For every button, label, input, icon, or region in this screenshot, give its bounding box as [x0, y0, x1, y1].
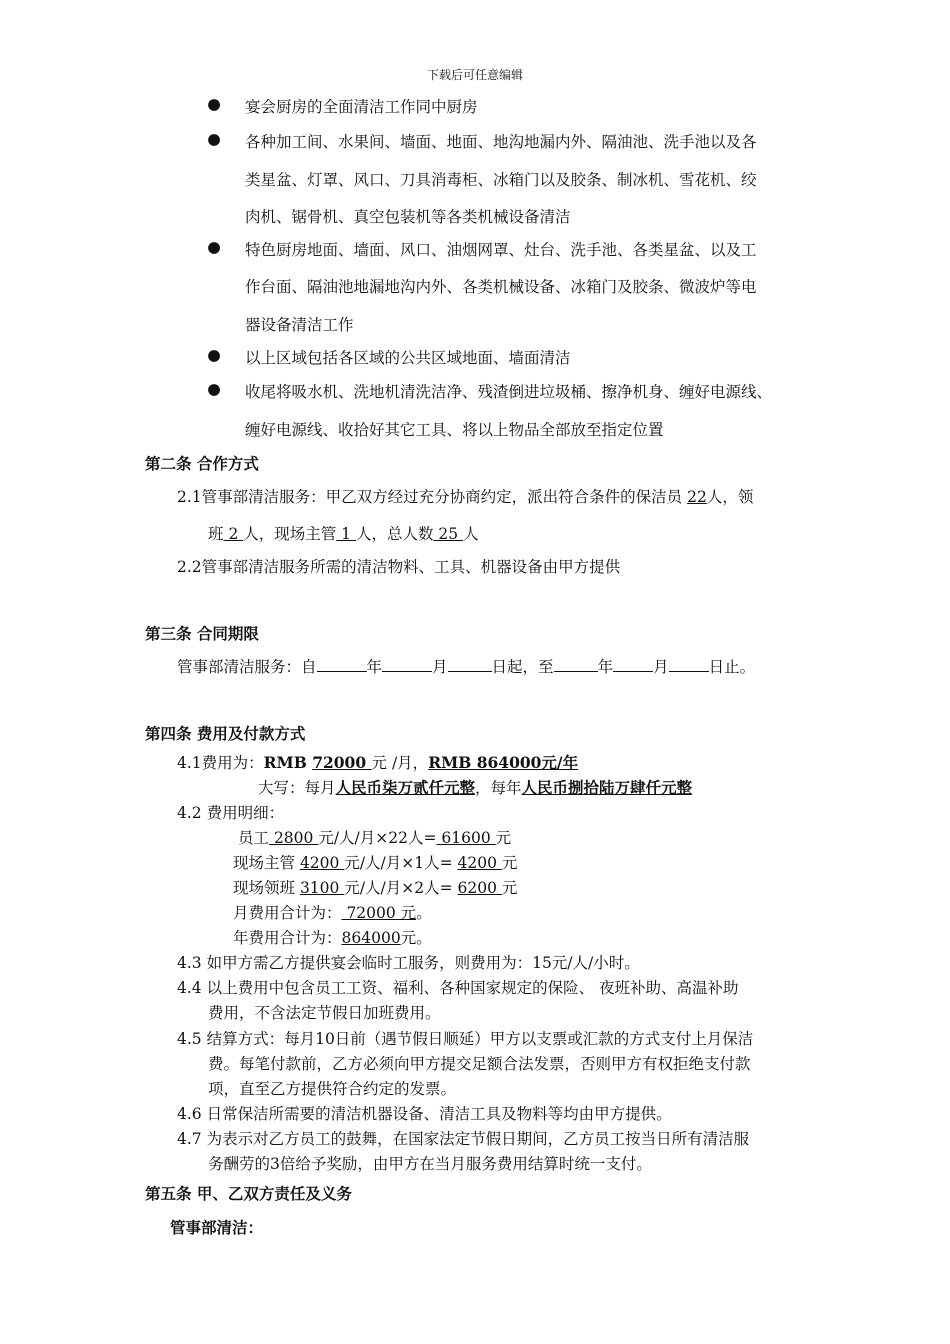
fee-row-annual-total — [233, 926, 432, 948]
bullet-dot: ● — [207, 130, 221, 148]
fee-label: 现场主管 — [233, 854, 300, 872]
total-count: 25 — [433, 525, 464, 543]
currency: RMB — [263, 753, 313, 772]
cleaner-count: 22 — [687, 488, 707, 506]
clause-text: 2.1管事部清洁服务：甲乙双方经过充分协商约定，派出符合条件的保洁员 — [177, 488, 683, 506]
clause-4-2: 4.2 费用明细： — [177, 804, 285, 822]
clause-text: ，每年 — [475, 779, 522, 797]
clause-4-5-cont: 费。每笔付款前，乙方必须向甲方提交足额合法发票，否则甲方有权拒绝支付款 — [208, 1055, 751, 1073]
clause-text: 班 — [208, 525, 224, 543]
period-text: 年 — [366, 658, 383, 676]
month-blank[interactable] — [382, 657, 432, 672]
bullet-text: 以上区域包括各区域的公共区域地面、墙面清洁 — [245, 349, 571, 367]
fee-unit: 2800 — [269, 829, 319, 847]
clause-text: 大写：每月 — [258, 779, 336, 797]
monthly-words: 人民币柒万贰仟元整 — [335, 778, 476, 797]
clause-4-6: 4.6 日常保洁所需要的清洁机器设备、清洁工具及物料等均由甲方提供。 — [177, 1105, 672, 1123]
page-header: 下载后可任意编辑 — [426, 68, 523, 82]
fee-calc: 元/人/月×1人= — [344, 854, 458, 872]
month-blank[interactable] — [613, 657, 653, 672]
clause-text: 4.1费用为： — [177, 754, 264, 772]
fee-label: 现场领班 — [233, 879, 300, 897]
fee-label: 月费用合计为： — [233, 904, 342, 922]
period-text: 管事部清洁服务：自 — [177, 658, 317, 676]
year-blank[interactable] — [554, 657, 598, 672]
day-blank[interactable] — [448, 657, 492, 672]
clause-4-7: 4.7 为表示对乙方员工的鼓舞，在国家法定节假日期间，乙方员工按当日所有清洁服 — [177, 1130, 750, 1148]
bullet-dot: ● — [207, 95, 221, 113]
bullet-text: 作台面、隔油池地漏地沟内外、各类机械设备、冰箱门及胶条、微波炉等电 — [245, 278, 757, 296]
clause-text: 人，总人数 — [355, 525, 434, 543]
annual-fee: RMB 864000元/年 — [428, 753, 579, 772]
bullet-text: 特色厨房地面、墙面、风口、油烟网罩、灶台、洗手池、各类星盆、以及工 — [245, 241, 757, 259]
bullet-text: 器设备清洁工作 — [245, 316, 354, 334]
fee-row-supervisor — [233, 851, 517, 873]
section-5-title: 第五条 甲、乙双方责任及义务 — [145, 1184, 352, 1203]
fee-text: 元。 — [400, 929, 432, 947]
fee-currency: 元 — [495, 829, 512, 847]
monthly-total: 72000 元 — [341, 904, 417, 922]
clause-text: 人 — [463, 525, 479, 543]
clause-4-5: 4.5 结算方式：每月10日前（遇节假日顺延）甲方以支票或汇款的方式支付上月保洁 — [177, 1030, 754, 1048]
annual-total: 864000 — [341, 929, 401, 947]
section-3-title: 第三条 合同期限 — [145, 624, 259, 643]
fee-row-monthly-total — [233, 901, 432, 923]
period-text: 月 — [432, 658, 448, 676]
bullet-text: 类星盆、灯罩、风口、刀具消毒柜、冰箱门以及胶条、制冰机、雪花机、绞 — [245, 171, 757, 189]
section-2-title: 第二条 合作方式 — [145, 454, 259, 473]
clause-2-1 — [177, 485, 753, 507]
fee-calc: 元/人/月×2人= — [344, 879, 458, 897]
period-text: 日起，至 — [491, 658, 554, 676]
fee-total: 61600 — [436, 829, 496, 847]
clause-2-2: 2.2管事部清洁服务所需的清洁物料、工具、机器设备由甲方提供 — [177, 558, 621, 576]
section-4-title: 第四条 费用及付款方式 — [145, 724, 306, 743]
clause-text: 人，领 — [706, 488, 754, 506]
bullet-dot: ● — [207, 238, 221, 256]
bullet-text: 宴会厨房的全面清洁工作同中厨房 — [245, 98, 478, 116]
fee-currency: 元 — [501, 879, 518, 897]
fee-unit: 4200 — [299, 854, 345, 872]
period-text: 月 — [653, 658, 669, 676]
fee-label: 年费用合计为： — [233, 929, 342, 947]
year-blank[interactable] — [317, 657, 367, 672]
clause-4-3: 4.3 如甲方需乙方提供宴会临时工服务，则费用为：15元/人/小时。 — [177, 954, 640, 972]
day-blank[interactable] — [669, 657, 709, 672]
clause-4-7-cont: 务酬劳的3倍给予奖励，由甲方在当月服务费用结算时统一支付。 — [208, 1155, 652, 1173]
fee-unit: 3100 — [299, 879, 345, 897]
monthly-fee: 72000 — [312, 753, 372, 772]
clause-text: 人，现场主管 — [243, 525, 337, 543]
bullet-dot: ● — [207, 380, 221, 398]
annual-words: 人民币捌拾陆万肆仟元整 — [521, 778, 693, 797]
fee-text: 。 — [416, 904, 432, 922]
fee-row-staff — [238, 826, 511, 848]
fee-row-leader — [233, 876, 517, 898]
fee-label: 员工 — [238, 829, 270, 847]
bullet-text: 各种加工间、水果间、墙面、地面、地沟地漏内外、隔油池、洗手池以及各 — [245, 133, 757, 151]
clause-4-4: 4.4 以上费用中包含员工工资、福利、各种国家规定的保险、 夜班补助、高温补助 — [177, 979, 739, 997]
fee-calc: 元/人/月×22人= — [318, 829, 437, 847]
clause-4-5-cont: 项，直至乙方提供符合约定的发票。 — [208, 1080, 457, 1098]
subsection-title: 管事部清洁： — [170, 1218, 264, 1237]
clause-4-4-cont: 费用，不含法定节假日加班费用。 — [208, 1004, 441, 1022]
clause-4-1 — [177, 751, 578, 773]
clause-text: 元 /月， — [371, 754, 429, 772]
supervisor-count: 1 — [336, 525, 356, 543]
leader-count: 2 — [223, 525, 244, 543]
contract-period — [177, 655, 755, 677]
bullet-text: 收尾将吸水机、洗地机清洗洁净、残渣倒进垃圾桶、擦净机身、缠好电源线、 — [245, 383, 773, 401]
period-text: 日止。 — [708, 658, 756, 676]
bullet-text: 肉机、锯骨机、真空包装机等各类机械设备清洁 — [245, 208, 571, 226]
bullet-text: 缠好电源线、收拾好其它工具、将以上物品全部放至指定位置 — [245, 421, 664, 439]
bullet-dot: ● — [207, 346, 221, 364]
fee-currency: 元 — [501, 854, 518, 872]
clause-2-1-cont — [208, 522, 479, 544]
amount-in-words — [258, 776, 692, 798]
fee-total: 6200 — [457, 879, 502, 897]
fee-total: 4200 — [457, 854, 502, 872]
period-text: 年 — [597, 658, 614, 676]
